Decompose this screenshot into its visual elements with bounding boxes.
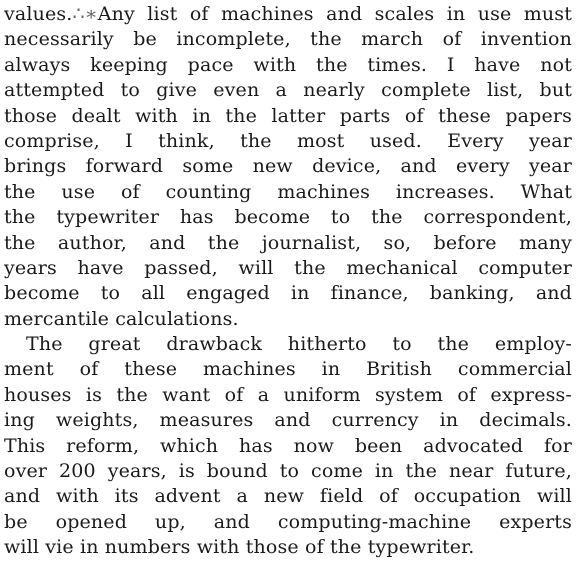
- text-line: the author, and the journalist, so, before many: [4, 231, 572, 254]
- text-line: always keeping pace with the times. I have not: [4, 53, 572, 76]
- text-line: brings forward some new device, and every year: [4, 155, 572, 178]
- paragraph-2: [4, 332, 572, 561]
- text-line: will vie in numbers with those of the typewriter.: [4, 536, 475, 559]
- text-line: the typewriter has become to the correspondent,: [4, 206, 572, 229]
- text-line: ing weights, measures and currency in decimals.: [4, 409, 572, 432]
- text-line: attempted to give even a nearly complete list, but: [4, 79, 572, 102]
- text-line: years have passed, will the mechanical computer: [4, 256, 572, 279]
- text-line: become to all engaged in finance, banking, and: [4, 282, 572, 305]
- line-text: Any list of machines and scales in use must: [97, 3, 572, 25]
- line-prefix: values.: [4, 3, 73, 25]
- text-line: The great drawback hitherto to the employ-: [26, 333, 572, 356]
- text-line: over 200 years, is bound to come in the near future,: [4, 460, 572, 483]
- text-line: This reform, which has now been advocated for: [4, 434, 572, 457]
- document-page: [4, 2, 572, 561]
- text-line: [4, 2, 572, 27]
- text-line: those dealt with in the latter parts of these papers: [4, 104, 572, 127]
- text-line: the use of counting machines increases. What: [4, 180, 572, 203]
- text-line: ment of these machines in British commercial: [4, 358, 572, 381]
- text-line: comprise, I think, the most used. Every year: [4, 129, 572, 152]
- text-line: houses is the want of a uniform system of express-: [4, 383, 572, 406]
- paragraph-1: [4, 2, 572, 332]
- text-line: necessarily be incomplete, the march of invention: [4, 28, 572, 51]
- text-line: mercantile calculations.: [4, 307, 239, 330]
- text-line: and with its advent a new field of occupation will: [4, 485, 572, 508]
- asterism-mark: ∴∗: [72, 3, 98, 25]
- text-line: be opened up, and computing-machine experts: [4, 510, 572, 533]
